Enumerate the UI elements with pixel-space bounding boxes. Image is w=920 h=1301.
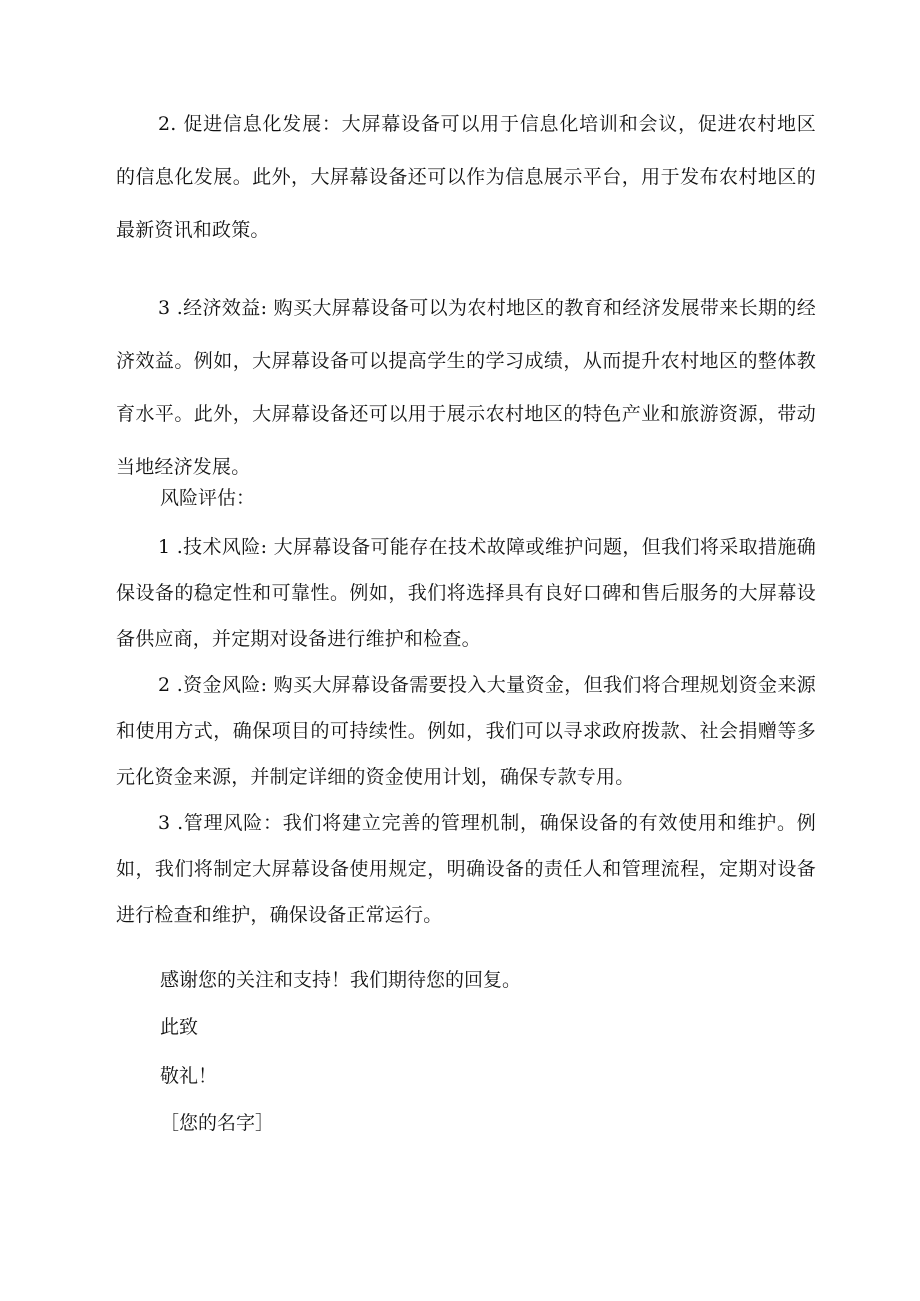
paragraph-informatization: 2. 促进信息化发展：大屏幕设备可以用于信息化培训和会议，促进农村地区的信息化发展。此外，大屏幕设备还可以作为信息展示平台，用于发布农村地区的最新资讯和政策。 xyxy=(116,113,816,241)
closing-line: 此致 xyxy=(160,1016,199,1038)
thanks-line: 感谢您的关注和支持！我们期待您的回复。 xyxy=(160,969,522,991)
risk-assessment-heading: 风险评估： xyxy=(160,487,256,509)
paragraph-funding-risk: 2 .资金风险: 购买大屏幕设备需要投入大量资金，但我们将合理规划资金来源和使用方式，确保项目的可持续性。例如，我们可以寻求政府拨款、社会捐赠等多元化资金来源，并制定详细的资金使用计划，确保专款专用。 xyxy=(116,674,816,788)
signature-placeholder: ［您的名字］ xyxy=(160,1112,275,1134)
paragraph-management-risk: 3 .管理风险：我们将建立完善的管理机制，确保设备的有效使用和维护。例如，我们将制定大屏幕设备使用规定，明确设备的责任人和管理流程，定期对设备进行检查和维护，确保设备正常运行。 xyxy=(116,812,816,926)
paragraph-economic-benefit: 3 .经济效益: 购买大屏幕设备可以为农村地区的教育和经济发展带来长期的经济效益。例如，大屏幕设备可以提高学生的学习成绩，从而提升农村地区的整体教育水平。此外，大屏幕设备还可以用于展示农村地区的特色产业和旅游资源，带动当地经济发展。 xyxy=(116,297,816,478)
salute-line: 敬礼！ xyxy=(160,1065,218,1087)
paragraph-technical-risk: 1 .技术风险: 大屏幕设备可能存在技术故障或维护问题，但我们将采取措施确保设备的稳定性和可靠性。例如，我们将选择具有良好口碑和售后服务的大屏幕设备供应商，并定期对设备进行维护和检查。 xyxy=(116,536,816,650)
